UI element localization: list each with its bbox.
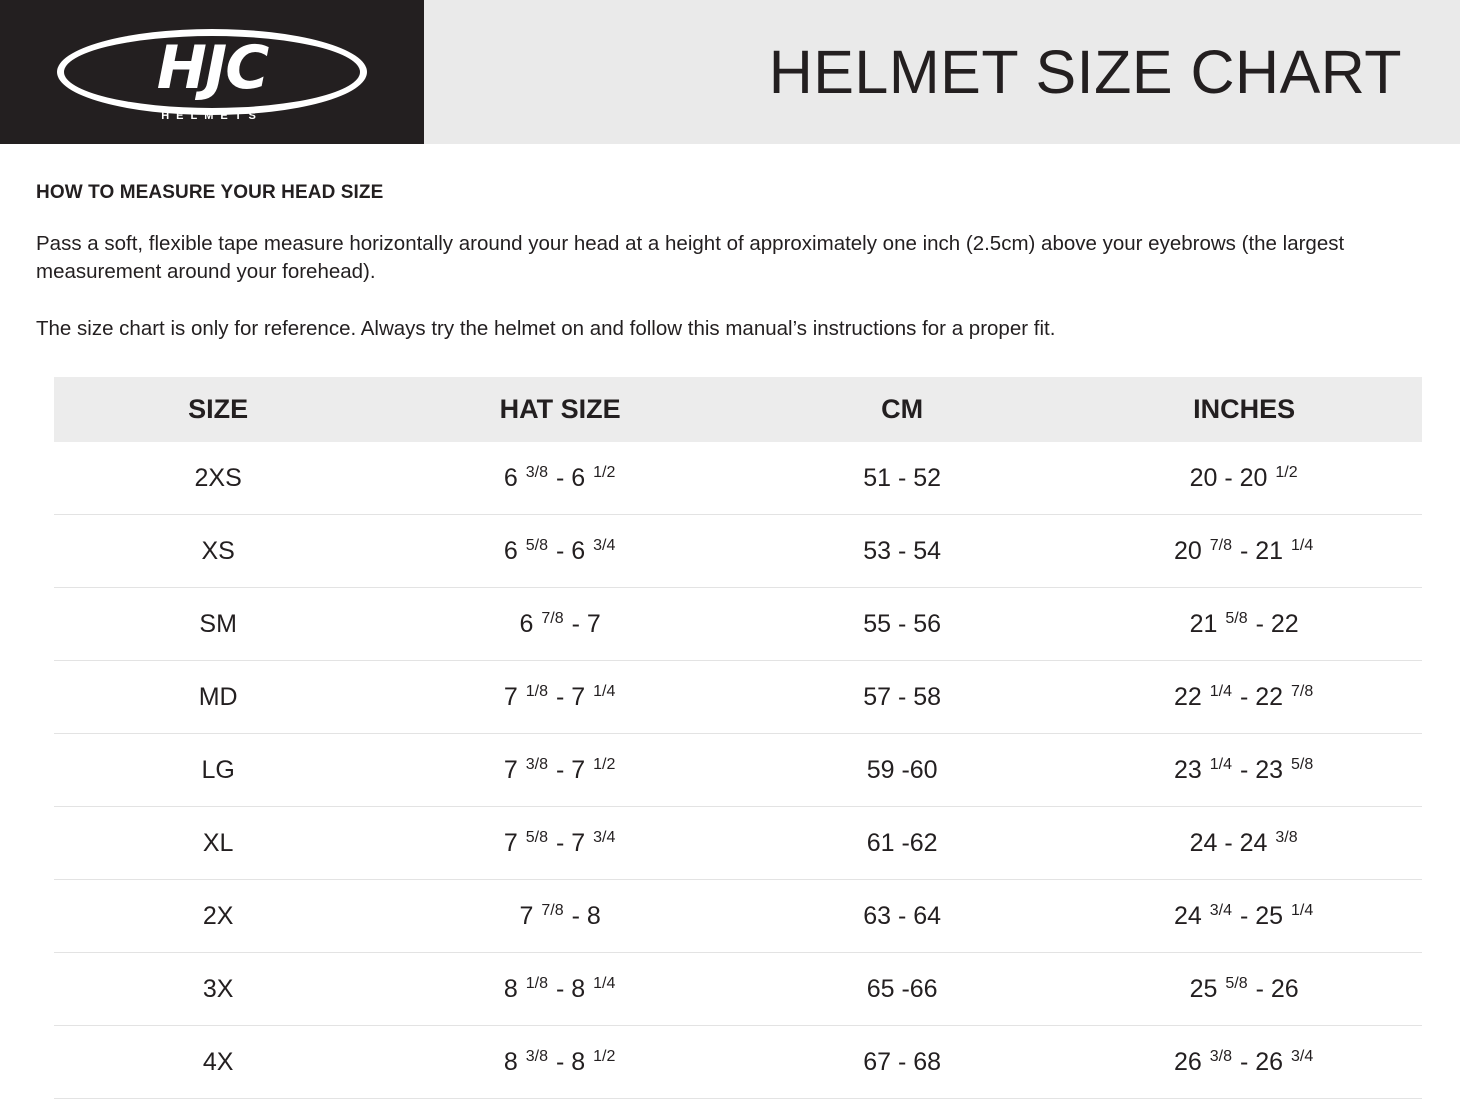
fraction: 3/4 — [1291, 1047, 1314, 1065]
cell-hat-size: 8 $^{3/8}$ - 8 $^{1/2}$ — [382, 1025, 738, 1098]
fraction: 5/8 — [1225, 609, 1248, 627]
cell-size: LG — [54, 733, 382, 806]
size-chart-table — [54, 377, 1422, 1099]
cell-cm: 65 -66 — [738, 952, 1066, 1025]
table-row — [54, 806, 1422, 879]
table-body — [54, 441, 1422, 1098]
cell-size: XL — [54, 806, 382, 879]
cell-cm: 53 - 54 — [738, 514, 1066, 587]
table-row — [54, 952, 1422, 1025]
column-header-size: SIZE — [54, 377, 382, 442]
cell-hat-size: 7 $^{5/8}$ - 7 $^{3/4}$ — [382, 806, 738, 879]
fraction: 1/4 — [1291, 536, 1314, 554]
fraction: 7/8 — [1209, 536, 1233, 554]
table-row — [54, 587, 1422, 660]
fraction: 3/8 — [1275, 828, 1298, 846]
table-row — [54, 660, 1422, 733]
page-content — [0, 182, 1460, 1099]
fraction: 3/4 — [593, 536, 616, 554]
cell-cm: 63 - 64 — [738, 879, 1066, 952]
cell-size: 2X — [54, 879, 382, 952]
fraction: 1/2 — [593, 1047, 616, 1065]
cell-cm: 55 - 56 — [738, 587, 1066, 660]
cell-inches: 26 $^{3/8}$ - 26 $^{3/4}$ — [1066, 1025, 1422, 1098]
fraction: 7/8 — [541, 609, 564, 627]
cell-inches: 24 - 24 $^{3/8}$ — [1066, 806, 1422, 879]
cell-cm: 61 -62 — [738, 806, 1066, 879]
logo-wordmark: HJC — [156, 33, 268, 103]
brand-logo — [0, 0, 424, 144]
table-row — [54, 879, 1422, 952]
cell-hat-size: 7 $^{7/8}$ - 8 — [382, 879, 738, 952]
size-chart-wrapper — [36, 377, 1424, 1099]
cell-inches: 22 $^{1/4}$ - 22 $^{7/8}$ — [1066, 660, 1422, 733]
logo-wrap — [52, 16, 372, 128]
cell-hat-size: 7 $^{3/8}$ - 7 $^{1/2}$ — [382, 733, 738, 806]
instructions-paragraph-1: Pass a soft, flexible tape measure horizontally around your head at a height of approximately one inch (2.5cm) above your eyebrows (the largest measurement around your forehead). — [36, 232, 1345, 284]
fraction: 3/8 — [525, 755, 549, 773]
fraction: 1/4 — [593, 682, 616, 700]
fraction: 5/8 — [1225, 974, 1248, 992]
page-header — [0, 0, 1460, 144]
cell-cm: 51 - 52 — [738, 441, 1066, 514]
fraction: 3/4 — [1209, 901, 1233, 919]
fraction: 1/2 — [1275, 463, 1298, 481]
cell-hat-size: 6 $^{7/8}$ - 7 — [382, 587, 738, 660]
cell-inches: 21 $^{5/8}$ - 22 — [1066, 587, 1422, 660]
table-row — [54, 1025, 1422, 1098]
section-heading: HOW TO MEASURE YOUR HEAD SIZE — [36, 182, 384, 203]
fraction: 5/8 — [1291, 755, 1314, 773]
logo-oval-icon — [57, 29, 367, 115]
fraction: 1/4 — [1209, 755, 1233, 773]
page-title: HELMET SIZE CHART — [768, 38, 1402, 106]
fraction: 7/8 — [1291, 682, 1314, 700]
header-title-block — [424, 0, 1460, 144]
cell-inches: 24 $^{3/4}$ - 25 $^{1/4}$ — [1066, 879, 1422, 952]
fraction: 3/8 — [525, 463, 549, 481]
table-row — [54, 441, 1422, 514]
fraction: 5/8 — [525, 536, 549, 554]
cell-size: 4X — [54, 1025, 382, 1098]
column-header-cm: CM — [738, 377, 1066, 442]
cell-inches: 23 $^{1/4}$ - 23 $^{5/8}$ — [1066, 733, 1422, 806]
column-header-inches: INCHES — [1066, 377, 1422, 442]
fraction: 7/8 — [541, 901, 564, 919]
cell-hat-size: 7 $^{1/8}$ - 7 $^{1/4}$ — [382, 660, 738, 733]
logo-subtitle: HELMETS — [161, 110, 263, 122]
fraction: 1/4 — [1291, 901, 1314, 919]
cell-hat-size: 6 $^{3/8}$ - 6 $^{1/2}$ — [382, 441, 738, 514]
column-header-hat-size: HAT SIZE — [382, 377, 738, 442]
fraction: 5/8 — [525, 828, 549, 846]
cell-hat-size: 8 $^{1/8}$ - 8 $^{1/4}$ — [382, 952, 738, 1025]
fraction: 3/8 — [525, 1047, 549, 1065]
fraction: 1/4 — [593, 974, 616, 992]
cell-cm: 57 - 58 — [738, 660, 1066, 733]
cell-cm: 59 -60 — [738, 733, 1066, 806]
cell-inches: 20 - 20 $^{1/2}$ — [1066, 441, 1422, 514]
cell-hat-size: 6 $^{5/8}$ - 6 $^{3/4}$ — [382, 514, 738, 587]
cell-size: 2XS — [54, 441, 382, 514]
instructions-paragraph-2: The size chart is only for reference. Always try the helmet on and follow this manual’s instructions for a proper fit. — [36, 316, 1056, 340]
fraction: 1/2 — [593, 463, 616, 481]
fraction: 1/2 — [593, 755, 616, 773]
fraction: 1/8 — [525, 974, 549, 992]
fraction: 1/4 — [1209, 682, 1233, 700]
fraction: 3/4 — [593, 828, 616, 846]
fraction: 3/8 — [1209, 1047, 1233, 1065]
cell-size: SM — [54, 587, 382, 660]
table-header-row — [54, 377, 1422, 442]
cell-size: XS — [54, 514, 382, 587]
fraction: 1/8 — [525, 682, 549, 700]
cell-inches: 20 $^{7/8}$ - 21 $^{1/4}$ — [1066, 514, 1422, 587]
cell-size: 3X — [54, 952, 382, 1025]
cell-size: MD — [54, 660, 382, 733]
table-header — [54, 377, 1422, 442]
table-row — [54, 514, 1422, 587]
cell-cm: 67 - 68 — [738, 1025, 1066, 1098]
table-row — [54, 733, 1422, 806]
cell-inches: 25 $^{5/8}$ - 26 — [1066, 952, 1422, 1025]
